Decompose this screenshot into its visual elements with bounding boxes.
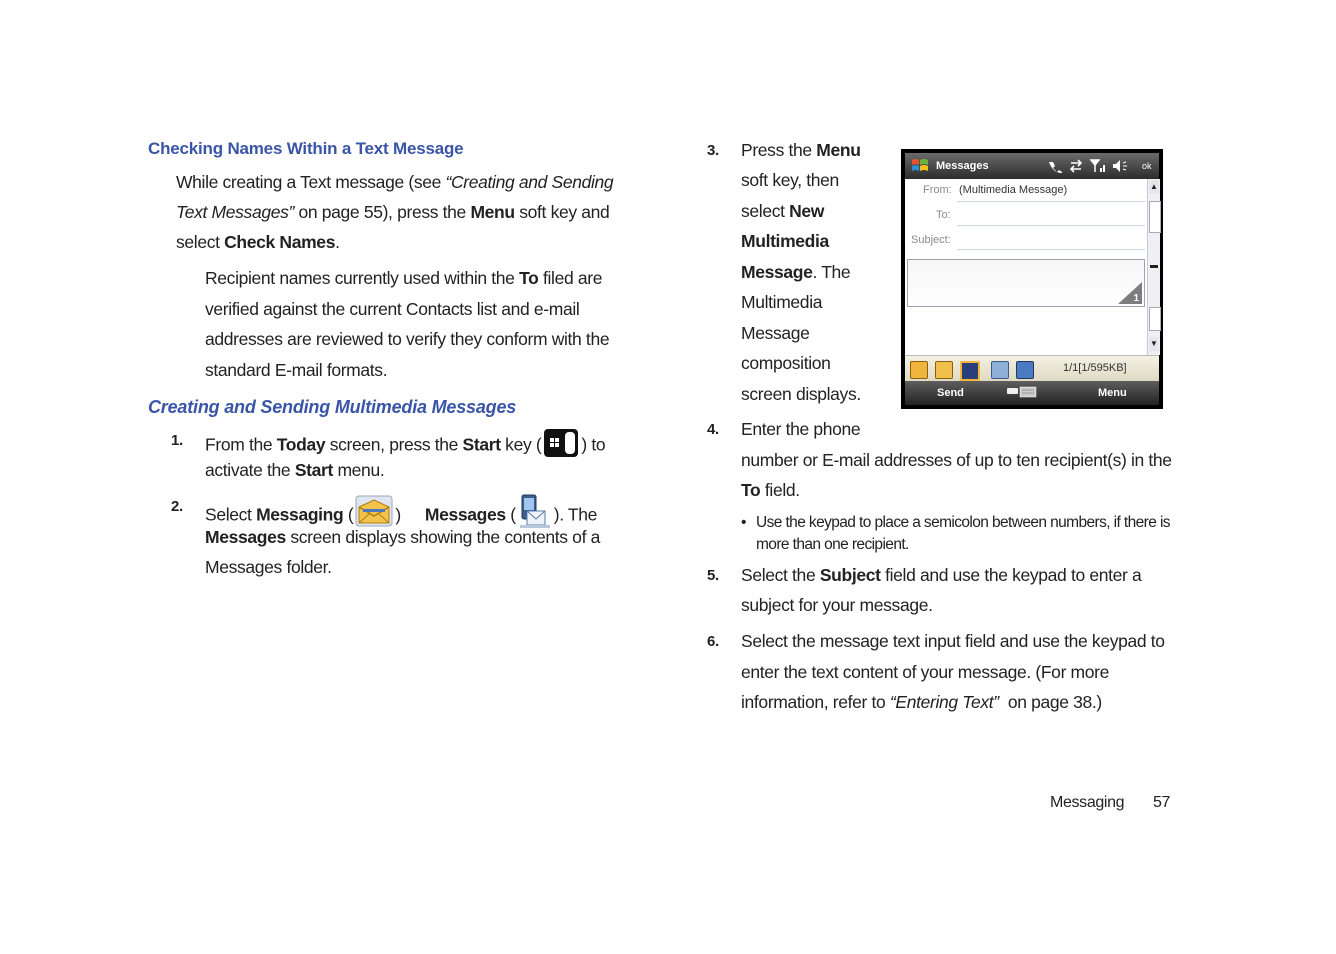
bullet-mark: • — [741, 514, 746, 531]
step-number: 6. — [707, 633, 719, 650]
text-line: Select the message text input field and use the keypad to — [741, 631, 1165, 651]
text-run: select — [741, 201, 790, 221]
text-run: ( — [343, 504, 354, 525]
insert-picture-icon[interactable] — [910, 361, 928, 379]
step-number: 2. — [171, 498, 183, 515]
text-run: field. — [760, 480, 800, 500]
text-run: ) — [395, 504, 401, 525]
messages-term: Messages — [205, 527, 286, 547]
scroll-up-arrow-icon[interactable]: ▲ — [1149, 180, 1159, 194]
text-run: Recipient names currently used within the — [205, 268, 520, 288]
text-run: While creating a Text message (see — [176, 172, 446, 192]
subject-term: Subject — [819, 565, 881, 585]
new-term: New — [789, 201, 825, 221]
text-run: screen displays showing the contents of a — [285, 527, 600, 547]
slide-size-info: 1/1[1/595KB] — [1063, 362, 1127, 374]
insert-audio-icon[interactable] — [935, 361, 953, 379]
text-line: subject for your message. — [741, 595, 933, 615]
message-text-field[interactable] — [907, 259, 1145, 307]
menu-term: Menu — [816, 140, 861, 160]
to-term: To — [741, 480, 761, 500]
text-line: addresses are reviewed to verify they conform with the — [205, 329, 610, 349]
step-number: 1. — [171, 432, 183, 449]
softkey-bar — [905, 381, 1159, 405]
text-run: menu. — [332, 460, 385, 480]
text-run: filed are — [538, 268, 603, 288]
text-line: number or E-mail addresses of up to ten recipient(s) in the — [741, 450, 1172, 470]
scroll-thumb-upper[interactable] — [1149, 201, 1161, 233]
text-line: Enter the phone — [741, 419, 861, 439]
keyboard-icon[interactable] — [1007, 386, 1037, 401]
text-run: . — [335, 232, 340, 252]
from-label: From: — [923, 184, 952, 196]
phone-screenshot — [901, 149, 1163, 409]
to-field[interactable] — [957, 225, 1145, 226]
text-run: activate the — [205, 460, 295, 480]
step-number: 3. — [707, 142, 719, 159]
text-run: ) to — [581, 434, 606, 455]
send-softkey[interactable]: Send — [937, 387, 964, 399]
insert-video-icon[interactable] — [960, 361, 980, 381]
start-term: Start — [462, 434, 501, 455]
text-run: From the — [205, 434, 277, 455]
text-line: standard E-mail formats. — [205, 360, 388, 380]
messaging-envelope-icon — [355, 495, 393, 531]
text-run: on page 38.) — [998, 692, 1102, 712]
phone-title-bar — [905, 153, 1159, 179]
text-run: screen, press the — [325, 434, 463, 455]
scroll-mid-marker — [1150, 265, 1158, 268]
text-run: ( — [505, 504, 516, 525]
section-heading-multimedia: Creating and Sending Multimedia Messages — [148, 397, 517, 417]
page-number: 57 — [1153, 794, 1171, 811]
text-run: soft key and — [514, 202, 610, 222]
cross-reference-link[interactable]: “Creating and Sending — [445, 172, 614, 192]
status-icons — [1047, 158, 1135, 177]
text-run: select — [176, 232, 225, 252]
capture-picture-icon[interactable] — [991, 361, 1009, 379]
menu-key-term: Menu — [470, 202, 515, 222]
today-term: Today — [276, 434, 326, 455]
text-line: screen displays. — [741, 384, 861, 404]
step-number: 4. — [707, 421, 719, 438]
footer-section: Messaging — [1050, 794, 1125, 811]
text-run: information, refer to — [741, 692, 890, 712]
text-line: verified against the current Contacts list and e-mail — [205, 299, 580, 319]
text-line: enter the text content of your message. (For more — [741, 662, 1110, 682]
message-term: Message — [741, 262, 813, 282]
start-term: Start — [294, 460, 333, 480]
to-term: To — [519, 268, 539, 288]
compose-form — [905, 179, 1159, 355]
slide-number: 1 — [1133, 293, 1139, 304]
ok-button[interactable]: ok — [1142, 161, 1152, 171]
divider — [957, 201, 1145, 202]
menu-softkey[interactable]: Menu — [1098, 387, 1127, 399]
windows-flag-icon — [911, 158, 929, 177]
scroll-down-arrow-icon[interactable]: ▼ — [1149, 337, 1159, 351]
text-run: Select — [205, 504, 257, 525]
text-run: . The — [812, 262, 851, 282]
text-line: Messages folder. — [205, 557, 332, 577]
text-line: Multimedia — [741, 292, 823, 312]
from-value: (Multimedia Message) — [959, 184, 1068, 196]
messaging-term: Messaging — [256, 504, 344, 525]
cross-reference-link[interactable]: “Entering Text” — [889, 692, 999, 712]
step-number: 5. — [707, 567, 719, 584]
text-run: key ( — [500, 434, 542, 455]
text-run: Press the — [741, 140, 817, 160]
subject-label: Subject: — [911, 234, 951, 246]
text-run: field and use the keypad to enter a — [880, 565, 1142, 585]
text-line: Message — [741, 323, 810, 343]
text-run: ). The — [553, 504, 598, 525]
subject-field[interactable] — [957, 249, 1145, 250]
text-line: more than one recipient. — [756, 536, 909, 553]
scroll-thumb-lower[interactable] — [1149, 307, 1161, 331]
section-heading-checking-names: Checking Names Within a Text Message — [148, 139, 464, 158]
text-line: soft key, then — [741, 170, 839, 190]
cross-reference-link[interactable]: Text Messages” — [176, 202, 294, 222]
text-run: on page 55), press the — [293, 202, 471, 222]
phone-title: Messages — [936, 160, 989, 172]
media-toolbar — [905, 355, 1159, 382]
text-line: Use the keypad to place a semicolon between numbers, if there is — [756, 514, 1170, 531]
check-names-term: Check Names — [224, 232, 336, 252]
scrollbar[interactable] — [1147, 179, 1160, 355]
text-line: composition — [741, 353, 831, 373]
to-label: To: — [936, 209, 951, 221]
record-audio-icon[interactable] — [1016, 361, 1034, 379]
text-run: Select the — [741, 565, 820, 585]
multimedia-term: Multimedia — [741, 231, 829, 251]
windows-start-key-icon — [544, 429, 578, 461]
messages-term: Messages — [424, 504, 506, 525]
